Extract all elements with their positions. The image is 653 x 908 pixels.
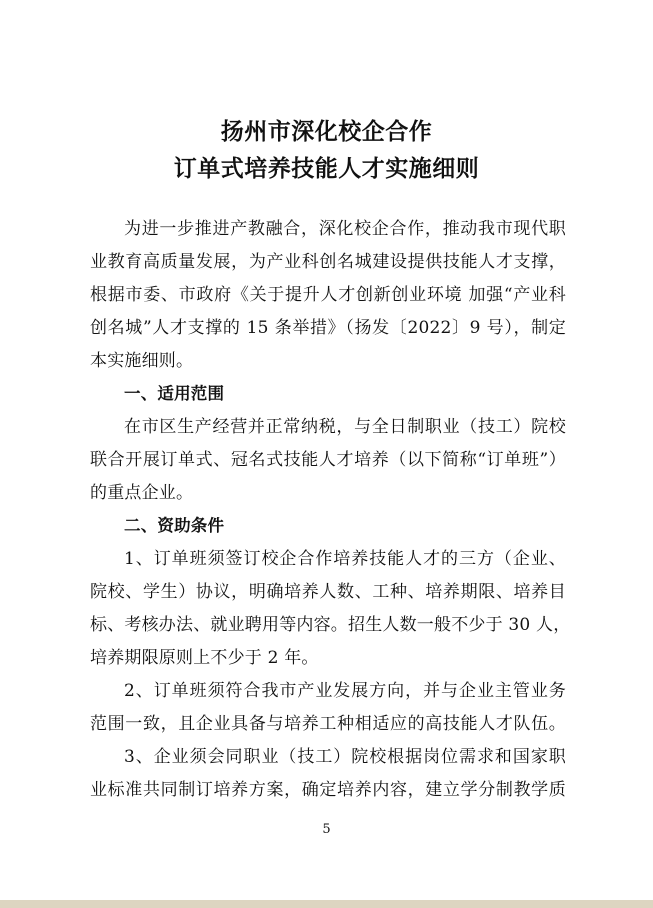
paragraph-line: 为进一步推进产教融合，深化校企合作，推动我市现代职: [124, 219, 566, 239]
paragraph-line: 标、考核办法、就业聘用等内容。招生人数一般不少于 30 人，: [90, 615, 571, 635]
section-heading-conditions: 二、资助条件: [124, 516, 225, 535]
paragraph-line: 3、企业须会同职业（技工）院校根据岗位需求和国家职: [124, 747, 566, 767]
paragraph-line: 根据市委、市政府《关于提升人才创新创业环境 加强“产业科: [90, 285, 566, 305]
paragraph-line: 业教育高质量发展，为产业科创名城建设提供技能人才支撑，: [90, 252, 566, 272]
paragraph-line: 创名城”人才支撑的 15 条举措》（扬发〔2022〕9 号），制定: [90, 318, 566, 338]
paragraph-line: 本实施细则。: [90, 351, 194, 371]
paragraph-line: 联合开展订单式、冠名式技能人才培养（以下简称“订单班”）: [90, 450, 566, 470]
page-number: 5: [322, 822, 331, 837]
page-bottom-border: [0, 900, 653, 908]
section-heading-scope: 一、适用范围: [124, 384, 225, 403]
document-title-line-2: 订单式培养技能人才实施细则: [173, 155, 480, 182]
paragraph-line: 1、订单班须签订校企合作培养技能人才的三方（企业、: [124, 549, 566, 569]
paragraph-line: 培养期限原则上不少于 2 年。: [90, 648, 319, 668]
paragraph-line: 范围一致，且企业具备与培养工种相适应的高技能人才队伍。: [90, 714, 566, 734]
paragraph-line: 的重点企业。: [90, 483, 194, 503]
document-title-line-1: 扬州市深化校企合作: [220, 118, 433, 145]
paragraph-line: 在市区生产经营并正常纳税，与全日制职业（技工）院校: [124, 417, 566, 437]
paragraph-line: 院校、学生）协议，明确培养人数、工种、培养期限、培养目: [90, 582, 566, 602]
paragraph-line: 2、订单班须符合我市产业发展方向，并与企业主管业务: [124, 681, 566, 701]
paragraph-line: 业标准共同制订培养方案，确定培养内容，建立学分制教学质: [90, 780, 566, 800]
